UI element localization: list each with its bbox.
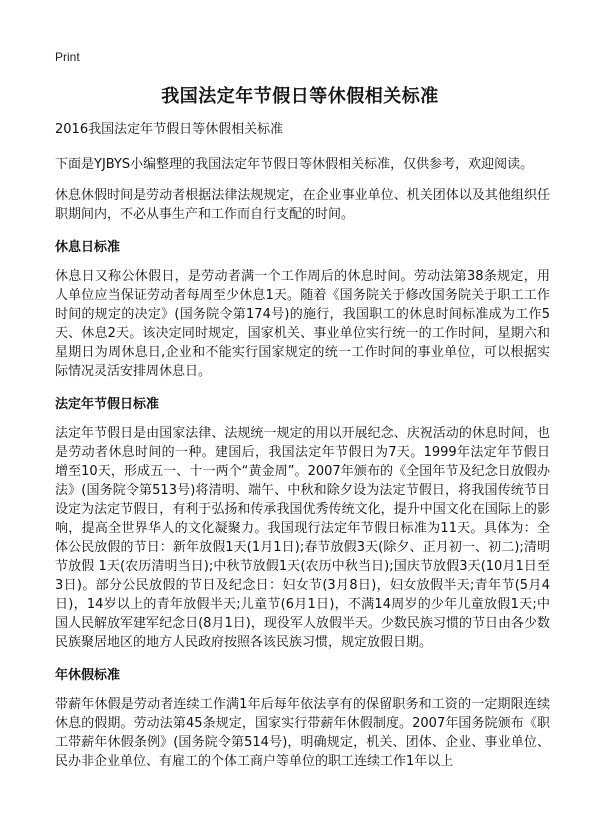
section-heading-public-holidays: 法定年节假日标准 <box>55 397 160 412</box>
article-body <box>55 120 550 785</box>
definition-paragraph: 休息休假时间是劳动者根据法律法规规定，在企业事业单位、机关团体以及其他组织任职期间内，不必从事生产和工作而自行支配的时间。 <box>55 188 550 222</box>
section-heading-annual-leave: 年休假标准 <box>55 668 121 683</box>
print-link[interactable]: Print <box>55 50 80 64</box>
section-body-public-holidays: 法定年节假日是由国家法律、法规统一规定的用以开展纪念、庆祝活动的休息时间，也是劳动者休息时间的一种。建国后，我国法定年节假日为7天。1999年法定年节假日增至10天，形成五一、十一两个“黄金周”。2007年颁布的《全国年节及纪念日放假办法》(国务院令第513号)将清明、端午、中秋和除夕设为法定节假日，将我国传统节日设定为法定节假日，有利于弘扬和传承我国优秀传统文化，提升中国文化在国际上的影响，提高全世界华人的文化凝聚力。我国现行法定年节假日标准为11天。具体为：全体公民放假的节日：新年放假1天(1月1日);春节放假3天(除夕、正月初一、初二);清明节放假 1天(农历清明当日);中秋节放假1天(农历中秋当日);国庆节放假3天(10月1日至3日)。部分公民放假的节日及纪念日：妇女节(3月8日)，妇女放假半天;青年节(5月4日)，14岁以上的青年放假半天;儿童节(6月1日)，不满14周岁的少年儿童放假1天;中国人民解放军建军纪念日(8月1日)，现役军人放假半天。少数民族习惯的节日由各少数民族聚居地区的地方人民政府按照各该民族习惯，规定放假日期。 <box>55 426 550 650</box>
section-heading-rest-day: 休息日标准 <box>55 240 121 255</box>
intro-paragraph: 下面是YJBYS小编整理的我国法定年节假日等休假相关标准，仅供参考，欢迎阅读。 <box>55 157 534 172</box>
section-body-rest-day: 休息日又称公休假日，是劳动者满一个工作周后的休息时间。劳动法第38条规定，用人单位应当保证劳动者每周至少休息1天。随着《国务院关于修改国务院关于职工工作时间的规定的决定》(国务院令第174号)的施行，我国职工的休息时间标准成为工作5天、休息2天。该决定同时规定，国家机关、事业单位实行统一的工作时间，星期六和星期日为周休息日,企业和不能实行国家规定的统一工作时间的事业单位，可以根据实际情况灵活安排周休息日。 <box>55 269 550 379</box>
section-body-annual-leave: 带薪年休假是劳动者连续工作满1年后每年依法享有的保留职务和工资的一定期限连续休息的假期。劳动法第45条规定，国家实行带薪年休假制度。2007年国务院颁布《职工带薪年休假条例》(国务院令第514号)，明确规定，机关、团体、企业、事业单位、民办非企业单位、有雇工的个体工商户等单位的职工连续工作1年以上 <box>55 697 550 769</box>
page-title: 我国法定年节假日等休假相关标准 <box>161 86 439 107</box>
article-subtitle: 2016我国法定年节假日等休假相关标准 <box>55 122 284 137</box>
